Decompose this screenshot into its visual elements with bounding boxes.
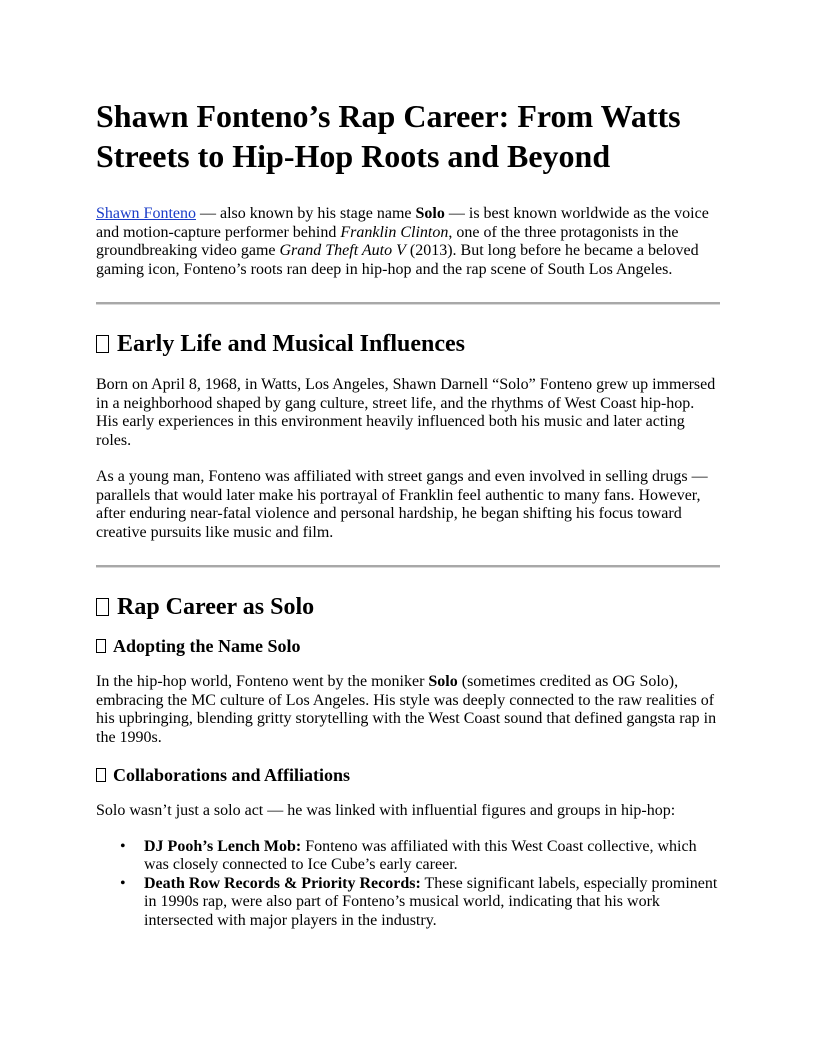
intro-text-2: — is best known worldwide as the voice and motion-capture performer behind [96, 205, 709, 241]
document-body [96, 96, 720, 930]
intro-text-1: — also known by his stage name [196, 205, 416, 222]
intro-italic-gta: Grand Theft Auto V [279, 242, 406, 259]
intro-bold-solo: Solo [415, 205, 445, 222]
intro-italic-franklin: Franklin Clinton [340, 223, 449, 241]
adopting-bold-solo: Solo [428, 673, 458, 690]
section-heading-rap-career [96, 593, 720, 621]
section-heading-text: Rap Career as Solo [117, 594, 315, 620]
page-title: Shawn Fonteno’s Rap Career: From Watts Streets to Hip-Hop Roots and Beyond [96, 98, 681, 174]
adopting-text-2: (sometimes credited as OG Solo), embracing the MC culture of Los Angeles. His style was deeply connected to the raw realities of his upbringing, blending gritty storytelling with the West Coast sound that defined gangsta rap in the 1990s. [96, 673, 717, 746]
list-item [96, 838, 720, 875]
bullet-icon: • [120, 837, 126, 855]
missing-glyph-icon [96, 639, 106, 653]
collaborations-lead: Solo wasn’t just a solo act — he was linked with influential figures and groups in hip-hop: [96, 802, 676, 819]
early-life-paragraph-2: As a young man, Fonteno was affiliated with street gangs and even involved in selling drugs — parallels that would later make his portrayal of Franklin feel authentic to many fans. However, after enduring near-fatal violence and personal hardship, he began shifting his focus toward creative pursuits like music and film. [96, 468, 708, 541]
adopting-text-1: In the hip-hop world, Fonteno went by the moniker [96, 673, 429, 690]
intro-text-4: (2013). But long before he became a beloved gaming icon, Fonteno’s roots ran deep in hip-hop and the rap scene of South Los Angeles. [96, 242, 699, 278]
section-heading-early-life [96, 330, 720, 358]
subheading-collaborations [96, 764, 720, 786]
subheading-text: Adopting the Name Solo [113, 636, 301, 656]
list-item-text: These significant labels, especially prominent in 1990s rap, were also part of Fonteno’s musical world, indicating that his work intersected with major players in the industry. [144, 874, 718, 929]
shawn-fonteno-link[interactable]: Shawn Fonteno [96, 205, 196, 222]
missing-glyph-icon [96, 598, 109, 616]
missing-glyph-icon [96, 768, 106, 782]
subheading-text: Collaborations and Affiliations [113, 765, 351, 785]
list-item-label: Death Row Records & Priority Records: [144, 874, 421, 892]
section-heading-text: Early Life and Musical Influences [117, 331, 466, 357]
intro-paragraph [96, 205, 720, 279]
adopting-name-paragraph [96, 673, 720, 747]
missing-glyph-icon [96, 335, 109, 353]
collaborations-list [96, 838, 720, 931]
bullet-icon: • [120, 874, 126, 892]
subheading-adopting-name [96, 635, 720, 657]
list-item [96, 875, 720, 931]
early-life-paragraph-1: Born on April 8, 1968, in Watts, Los Angeles, Shawn Darnell “Solo” Fonteno grew up immersed in a neighborhood shaped by gang culture, street life, and the rhythms of West Coast hip-hop. His early experiences in this environment heavily influenced both his music and later acting roles. [96, 376, 716, 449]
list-item-label: DJ Pooh’s Lench Mob: [144, 837, 302, 855]
list-item-text: Fonteno was affiliated with this West Coast collective, which was closely connected to Ice Cube’s early career. [144, 837, 697, 873]
intro-text-3: , one of the three protagonists in the groundbreaking video game [96, 223, 679, 259]
